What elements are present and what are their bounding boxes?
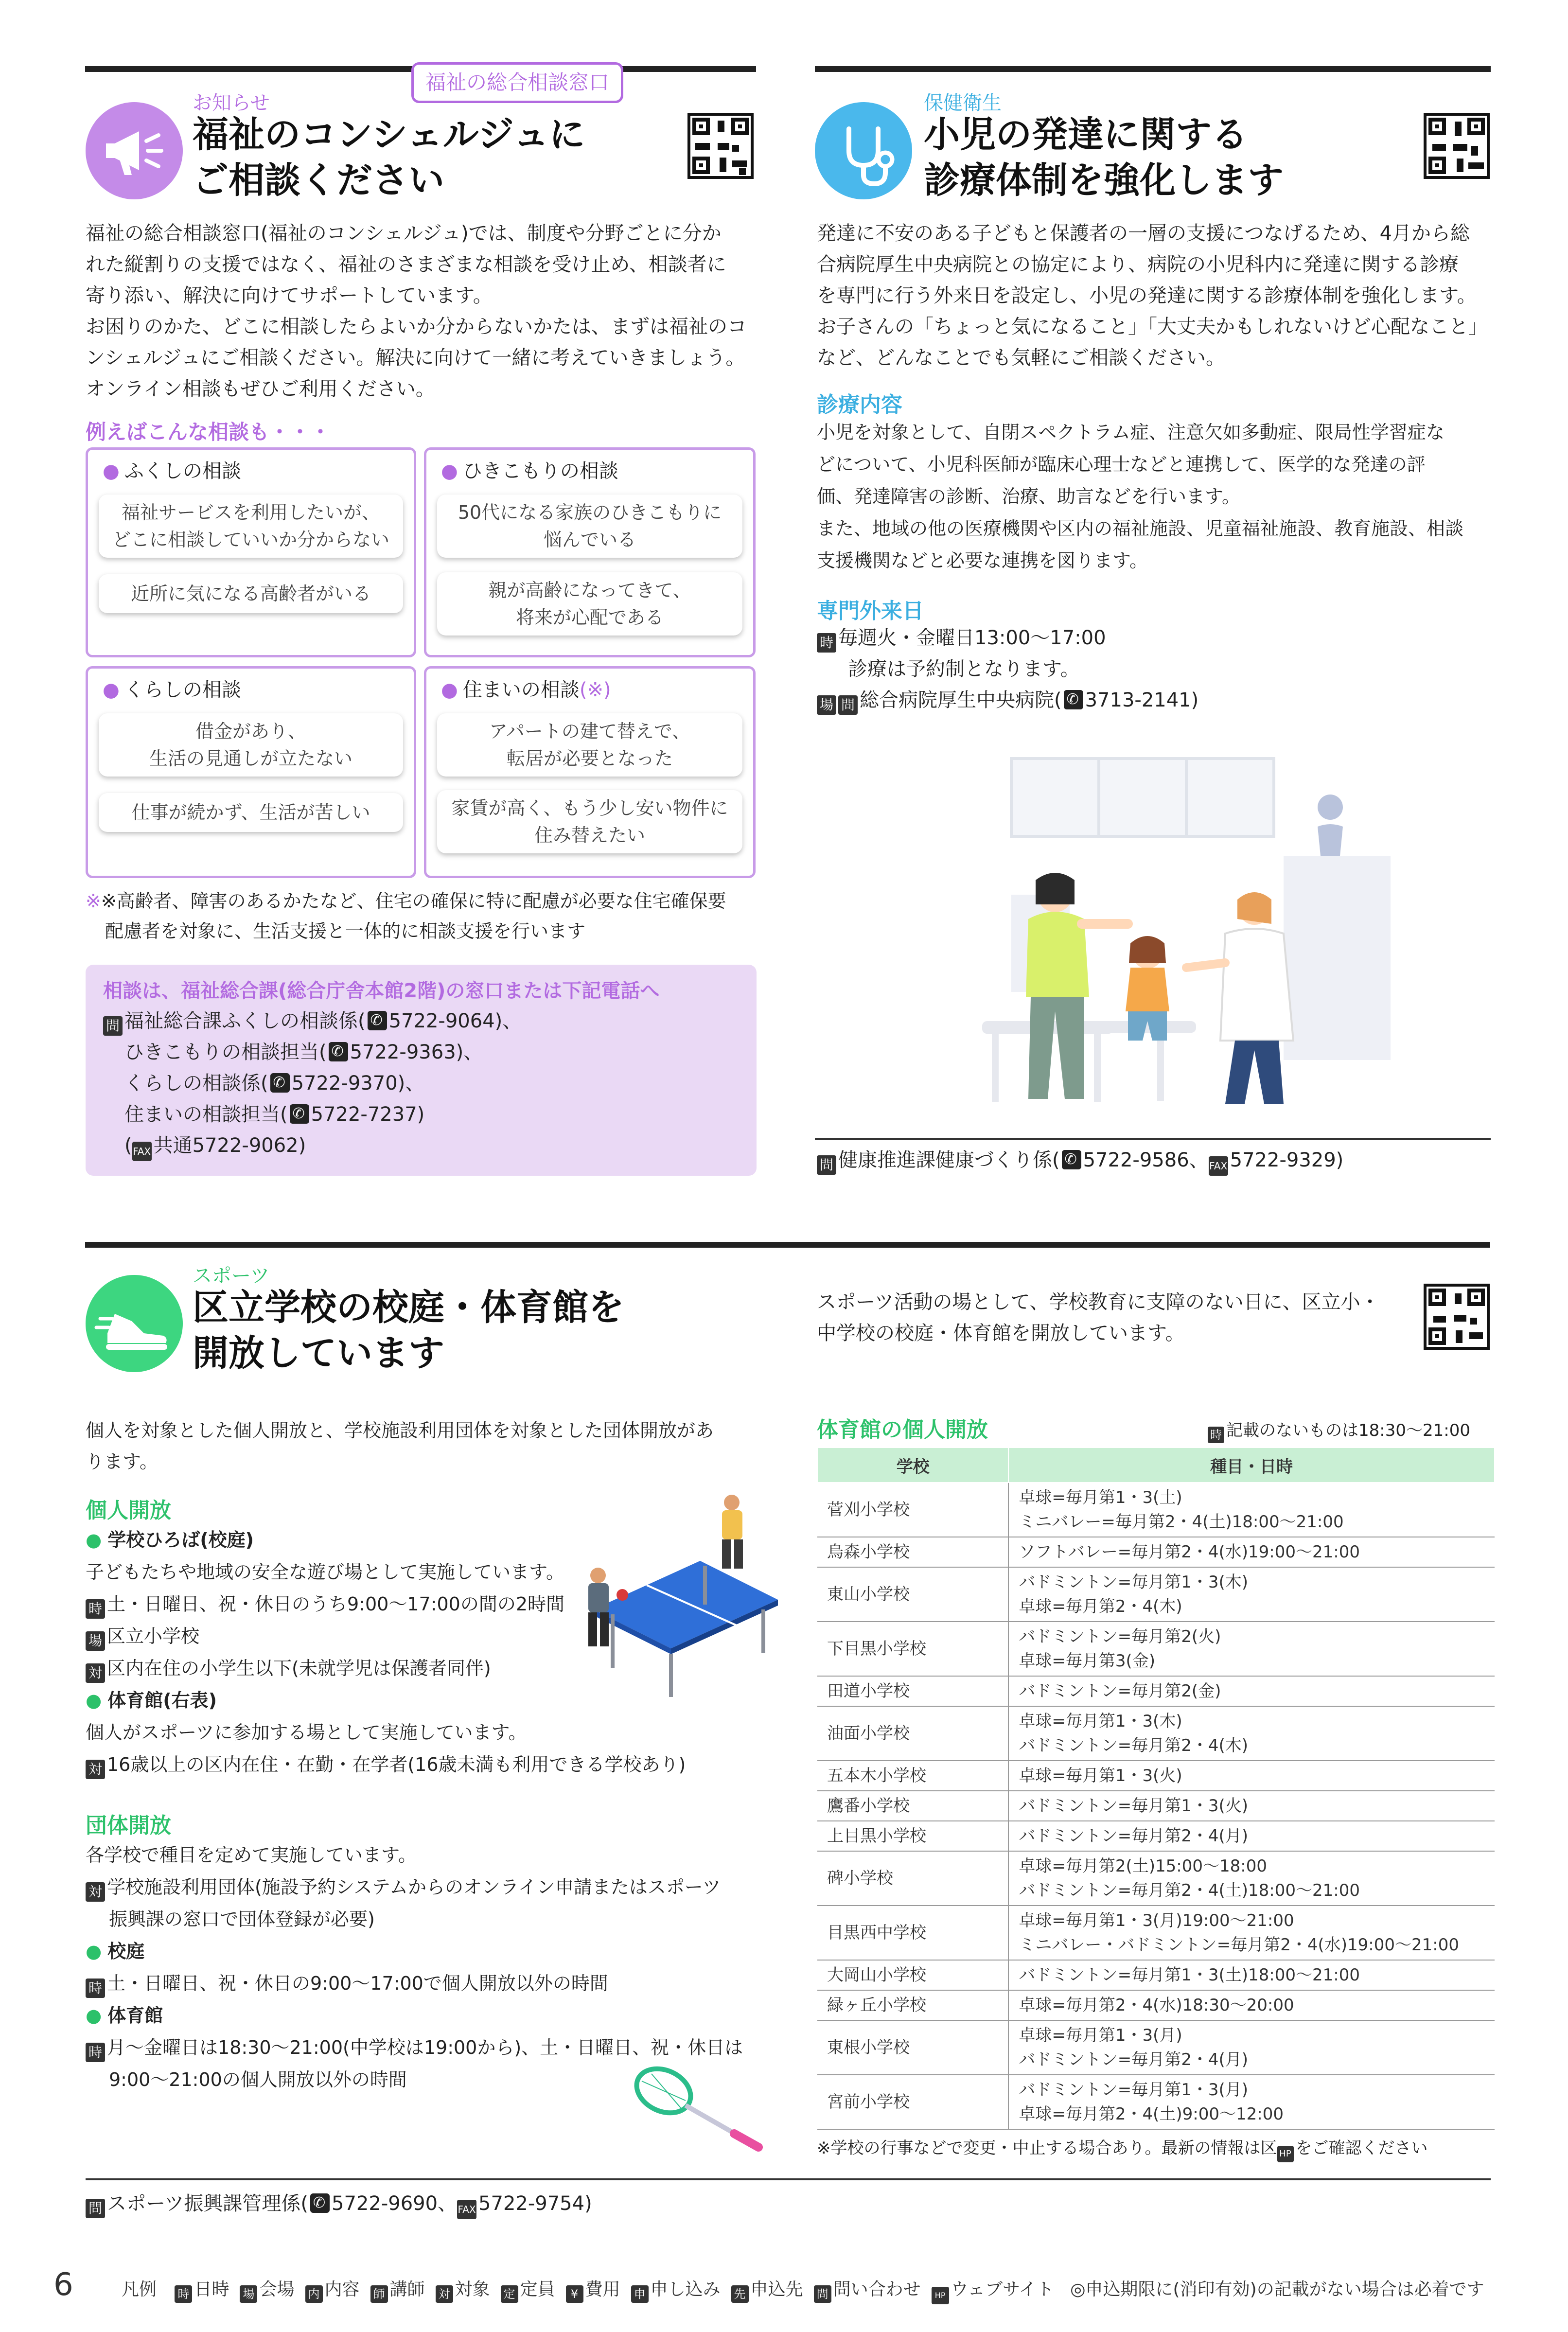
schedule-line: バドミントン=毎月第1・3(土)18:00〜21:00	[1019, 1965, 1360, 1985]
speech-bubble: 仕事が続かず、生活が苦しい	[99, 793, 403, 832]
fax-icon: FAX	[457, 2200, 476, 2219]
schedule-line: バドミントン=毎月第1・3(月)	[1019, 2080, 1248, 2100]
sub-heading: 診療内容	[817, 392, 902, 417]
table-row	[817, 1851, 1495, 1906]
school-cell: 菅刈小学校	[817, 1483, 1008, 1537]
phone-icon	[270, 1073, 290, 1093]
legend-label: 会場	[259, 2279, 295, 2299]
legend-label: 内容	[324, 2279, 360, 2299]
legend-key-icon: 場	[240, 2285, 257, 2303]
contact-list: 問 福祉総合課ふくしの相談係(✆ 5722-9064)、 ひきこもりの相談担当(✆ 5722-9363)、 くらしの相談係(✆ 5722-9370)、 住まいの相談担当(✆ 5722-7237) (FAX 共通5722-9062)	[103, 1006, 522, 1161]
table-row	[817, 2020, 1495, 2075]
legend-label: 講師	[389, 2279, 425, 2299]
consult-box-hikikomori: ● ひきこもりの相談 50代になる家族のひきこもりに 悩んでいる 親が高齢になってきて、 将来が心配である	[424, 447, 756, 657]
schedule-line: ミニバレー=毎月第2・4(土)18:00〜21:00	[1019, 1512, 1344, 1532]
school-cell: 烏森小学校	[817, 1537, 1008, 1567]
phone-icon	[329, 1042, 348, 1061]
legend-key-icon: 定	[501, 2285, 518, 2303]
divider	[815, 1138, 1491, 1140]
schedule-text: 時 毎週火・金曜日13:00〜17:00 診療は予約制となります。 場 問 総合病院厚生中央病院(✆ 3713-2141)	[817, 622, 1493, 716]
section-title: 小児の発達に関する 診療体制を強化します	[924, 114, 1284, 201]
table-row	[817, 1537, 1495, 1567]
megaphone-icon	[86, 102, 183, 199]
sub-heading: 団体開放	[86, 1813, 171, 1838]
legend-label: 定員	[520, 2279, 555, 2299]
schedule-line: 卓球=毎月第2・4(木)	[1019, 1597, 1182, 1616]
schedule-cell	[1008, 1761, 1495, 1791]
category-label: 保健衛生	[924, 92, 1002, 114]
phone-icon	[310, 2193, 330, 2213]
contact-line: 問 健康推進課健康づくり係(✆ 5722-9586、FAX 5722-9329)	[817, 1145, 1493, 1176]
schedule-cell	[1008, 1622, 1495, 1676]
speech-bubble: 借金があり、 生活の見通しが立たない	[99, 713, 403, 777]
legend-key-icon: 対	[436, 2285, 453, 2303]
category-label: スポーツ	[193, 1265, 270, 1287]
section-body: 福祉の総合相談窓口(福祉のコンシェルジュ)では、制度や分野ごとに分か れた縦割りの支援ではなく、福祉のさまざまな相談を受け止め、相談者に 寄り添い、解決に向けてサポートしています。 お困りのかた、どこに相談したらよいか分からないかたは、まずは福祉のコ ンシェルジュにご相談ください。解決に向けて一緒に考えていきましょう。 オンライン相談もぜひご利用ください。	[86, 222, 747, 400]
sub-heading: 個人開放	[86, 1498, 171, 1523]
table-row	[817, 1676, 1495, 1706]
table-row	[817, 1761, 1495, 1791]
footnote: ※※高齢者、障害のあるかたなど、住宅の確保に特に配慮が必要な住宅確保要 配慮者を対象に、生活支援と一体的に相談支援を行います	[86, 890, 726, 942]
phone-icon	[1062, 1150, 1081, 1169]
schedule-cell	[1008, 1821, 1495, 1851]
contact-line: 問 スポーツ振興課管理係(✆ 5722-9690、FAX 5722-9754)	[86, 2188, 1058, 2219]
legend-label: 費用	[585, 2279, 620, 2299]
sneaker-icon	[86, 1275, 183, 1372]
legend-label: 問い合わせ	[833, 2279, 921, 2299]
section-divider	[815, 66, 1491, 72]
schedule-line: バドミントン=毎月第1・3(木)	[1019, 1572, 1248, 1592]
schedule-line: バドミントン=毎月第1・3(火)	[1019, 1796, 1248, 1816]
legend-key-icon: 内	[305, 2285, 323, 2303]
schedule-cell	[1008, 1483, 1495, 1537]
school-cell: 宮前小学校	[817, 2075, 1008, 2129]
legend-label: 申し込み	[650, 2279, 721, 2299]
legend-label: 対象	[455, 2279, 490, 2299]
table-tennis-illustration	[574, 1493, 788, 1707]
legend-key-icon: 問	[814, 2285, 831, 2303]
phone-icon	[1064, 690, 1083, 709]
table-row	[817, 1567, 1495, 1622]
page-number: 6	[53, 2267, 73, 2303]
table-row	[817, 1706, 1495, 1761]
table-row	[817, 1483, 1495, 1537]
section-lead: スポーツ活動の場として、学校教育に支障のない日に、区立小・ 中学校の校庭・体育館を開放しています。	[817, 1291, 1380, 1344]
table-row	[817, 1791, 1495, 1821]
school-cell: 東山小学校	[817, 1567, 1008, 1622]
legend-key-icon: 師	[370, 2285, 388, 2303]
divider	[86, 2178, 1491, 2180]
legend-key-icon: HP	[932, 2287, 949, 2304]
school-cell: 五本木小学校	[817, 1761, 1008, 1791]
schedule-cell	[1008, 1706, 1495, 1761]
school-cell: 碑小学校	[817, 1851, 1008, 1906]
speech-bubble: 親が高齢になってきて、 将来が心配である	[437, 572, 742, 636]
schedule-line: バドミントン=毎月第2・4(木)	[1019, 1736, 1248, 1755]
group-text: 各学校で種目を定めて実施しています。 対 学校施設利用団体(施設予約システムからのオンライン申請またはスポーツ 振興課の窓口で団体登録が必要) ● 校庭 時 土・日曜日、祝・休日の9:00〜17:00で個人開放以外の時間 ● 体育館 時 月〜金曜日は18:30〜21:00(中学校は19:00から)、土・日曜日、祝・休日は 9:00〜21:00の個人開放以外の時間	[86, 1844, 743, 2090]
table-row	[817, 1906, 1495, 1960]
schedule-line: 卓球=毎月第2・4(水)18:30〜20:00	[1019, 1996, 1294, 2015]
consult-box-fukushi: ● ふくしの相談 福祉サービスを利用したいが、 どこに相談していいか分からない 近所に気になる高齢者がいる	[86, 447, 416, 657]
schedule-cell	[1008, 1791, 1495, 1821]
table-footnote: ※学校の行事などで変更・中止する場合あり。最新の情報は区 HP をご確認ください	[817, 2135, 1428, 2162]
clinic-illustration	[982, 749, 1410, 1118]
speech-bubble: 福祉サービスを利用したいが、 どこに相談していいか分からない	[99, 495, 403, 558]
schedule-line: バドミントン=毎月第2・4(月)	[1019, 2050, 1248, 2069]
schedule-cell	[1008, 1906, 1495, 1960]
contact-panel	[86, 965, 757, 1176]
school-cell: 東根小学校	[817, 2020, 1008, 2075]
table-row	[817, 1821, 1495, 1851]
examples-heading: 例えばこんな相談も・・・	[86, 420, 331, 444]
school-cell: 田道小学校	[817, 1676, 1008, 1706]
qr-code[interactable]	[1424, 113, 1490, 179]
schedule-cell	[1008, 1990, 1495, 2020]
school-cell: 下目黒小学校	[817, 1622, 1008, 1676]
table-title: 体育館の個人開放	[817, 1417, 988, 1442]
table-header-row	[817, 1448, 1495, 1483]
legend-key-icon: 申	[631, 2285, 649, 2303]
schedule-line: ソフトバレー=毎月第2・4(水)19:00〜21:00	[1019, 1542, 1360, 1562]
legend-label: 日時	[194, 2279, 229, 2299]
table-row	[817, 1960, 1495, 1990]
schedule-line: 卓球=毎月第1・3(土)	[1019, 1488, 1182, 1507]
table-row	[817, 2075, 1495, 2129]
stethoscope-icon	[815, 102, 912, 199]
schedule-cell	[1008, 1676, 1495, 1706]
tag-label: 福祉の総合相談窓口	[411, 62, 623, 103]
schedule-line: バドミントン=毎月第2・4(月)	[1019, 1826, 1248, 1846]
category-label: お知らせ	[193, 92, 270, 114]
contact-heading: 相談は、福祉総合課(総合庁舎本館2階)の窓口または下記電話へ	[103, 980, 660, 1002]
schedule-line: 卓球=毎月第1・3(月)19:00〜21:00	[1019, 1911, 1294, 1930]
schedule-cell	[1008, 1567, 1495, 1622]
gym-schedule-table	[817, 1447, 1495, 2130]
schedule-line: 卓球=毎月第1・3(木)	[1019, 1712, 1182, 1731]
schedule-line: 卓球=毎月第2・4(土)9:00〜12:00	[1019, 2104, 1284, 2124]
table-note: 時 記載のないものは18:30〜21:00	[1208, 1417, 1470, 1443]
legend-footer: 凡例 時 日時 場 会場 内 内容 師 講師 対 対象 定 定員 ¥ 費用 申 申し込み 先 申込先 問 問い合わせ HP ウェブサイト ◎申込期限に(消印有効)の記載がない場合は必着です	[83, 2276, 1484, 2304]
school-cell: 目黒西中学校	[817, 1906, 1008, 1960]
school-cell: 緑ヶ丘小学校	[817, 1990, 1008, 2020]
column-header: 種目・日時	[1008, 1448, 1495, 1483]
consult-box-kurashi: ● くらしの相談 借金があり、 生活の見通しが立たない 仕事が続かず、生活が苦しい	[86, 666, 416, 878]
schedule-cell	[1008, 1851, 1495, 1906]
qr-code[interactable]	[687, 113, 754, 179]
consult-box-sumai: ● 住まいの相談(※) アパートの建て替えで、 転居が必要となった 家賃が高く、もう少し安い物件に 住み替えたい	[424, 666, 756, 878]
fax-icon: FAX	[132, 1142, 152, 1161]
column-header: 学校	[817, 1448, 1008, 1483]
legend-key-icon: 時	[175, 2285, 192, 2303]
school-cell: 鷹番小学校	[817, 1791, 1008, 1821]
phone-icon	[290, 1104, 309, 1124]
phone-icon	[368, 1011, 387, 1030]
content-text: 小児を対象として、自閉スペクトラム症、注意欠如多動症、限局性学習症な どについて、小児科医師が臨床心理士などと連携して、医学的な発達の評 価、発達障害の診断、治療、助言などを行います。 また、地域の他の医療機関や区内の福祉施設、児童福祉施設、教育施設、相談 支援機関などと必要な連携を図ります。	[817, 422, 1464, 571]
sub-heading: 専門外来日	[817, 599, 924, 623]
schedule-line: バドミントン=毎月第2(火)	[1019, 1627, 1221, 1646]
schedule-line: 卓球=毎月第3(金)	[1019, 1651, 1156, 1671]
speech-bubble: 家賃が高く、もう少し安い物件に 住み替えたい	[437, 790, 742, 853]
section-title: 区立学校の校庭・体育館を 開放しています	[193, 1287, 624, 1374]
schedule-line: バドミントン=毎月第2(金)	[1019, 1681, 1221, 1701]
speech-bubble: 近所に気になる高齢者がいる	[99, 574, 403, 613]
section-body: 発達に不安のある子どもと保護者の一層の支援につなげるため、4月から総 合病院厚生中央病院との協定により、病院の小児科内に発達に関する診療 を専門に行う外来日を設定し、小児の発達に関する診療体制を強化します。 お子さんの「ちょっと気になること」「大丈夫かもしれないけど心配なこと」 など、どんなことでも気軽にご相談ください。	[817, 222, 1488, 369]
schedule-line: 卓球=毎月第2(土)15:00〜18:00	[1019, 1856, 1268, 1876]
schedule-cell	[1008, 2075, 1495, 2129]
section-divider	[85, 1242, 1490, 1248]
speech-bubble: アパートの建て替えで、 転居が必要となった	[437, 713, 742, 777]
schedule-line: 卓球=毎月第1・3(月)	[1019, 2026, 1182, 2045]
legend-label: ウェブサイト	[951, 2279, 1054, 2299]
schedule-cell	[1008, 1537, 1495, 1567]
table-row	[817, 1990, 1495, 2020]
schedule-cell	[1008, 2020, 1495, 2075]
qr-code[interactable]	[1424, 1284, 1490, 1350]
legend-key-icon: ¥	[566, 2285, 583, 2303]
table-row	[817, 1622, 1495, 1676]
section-title: 福祉のコンシェルジュに ご相談ください	[193, 114, 585, 201]
legend-key-icon: 先	[731, 2285, 749, 2303]
individual-text: ● 学校ひろば(校庭) 子どもたちや地域の安全な遊び場として実施しています。 時 土・日曜日、祝・休日のうち9:00〜17:00の間の2時間 場 区立小学校 対 区内在住の小学生以下(未就学児は保護者同伴) ● 体育館(右表) 個人がスポーツに参加する場として実施しています。 対 16歳以上の区内在住・在勤・在学者(16歳未満も利用できる学校あり)	[86, 1524, 761, 1781]
schedule-line: ミニバレー・バドミントン=毎月第2・4(水)19:00〜21:00	[1019, 1935, 1459, 1955]
legend-label: 申込先	[750, 2279, 803, 2299]
badminton-racket-illustration	[627, 2062, 773, 2159]
fax-icon: FAX	[1209, 1156, 1228, 1176]
school-cell: 上目黒小学校	[817, 1821, 1008, 1851]
schedule-line: 卓球=毎月第1・3(火)	[1019, 1766, 1182, 1785]
schedule-line: バドミントン=毎月第2・4(土)18:00〜21:00	[1019, 1881, 1360, 1900]
school-cell: 油面小学校	[817, 1706, 1008, 1761]
intro-text: 個人を対象とした個人開放と、学校施設利用団体を対象とした団体開放があ ります。	[86, 1420, 714, 1472]
speech-bubble: 50代になる家族のひきこもりに 悩んでいる	[437, 495, 742, 558]
schedule-cell	[1008, 1960, 1495, 1990]
school-cell: 大岡山小学校	[817, 1960, 1008, 1990]
